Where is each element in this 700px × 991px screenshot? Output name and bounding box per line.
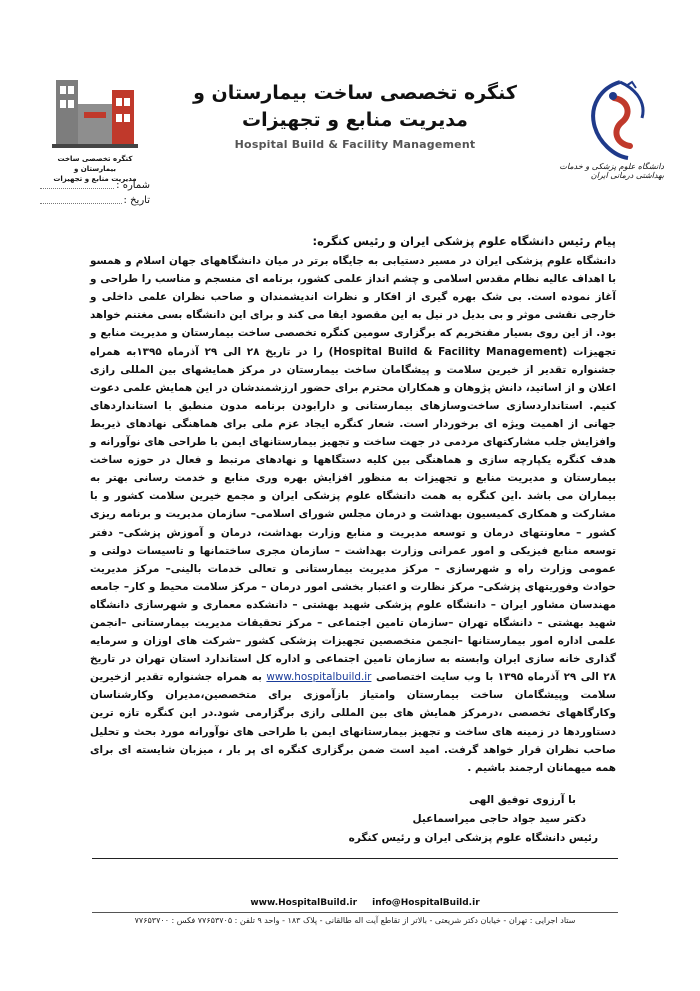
letterhead xyxy=(40,70,664,210)
date-label: تاریخ : xyxy=(123,195,150,206)
congress-logo-line1: کنگره تخصصی ساخت بیمارستان و xyxy=(57,155,133,173)
signer-name: دکتر سید جواد حاجی میراسماعیل xyxy=(412,812,586,825)
footer-contacts xyxy=(200,898,530,908)
letter-heading: پیام رئیس دانشگاه علوم پزشکی ایران و رئیس کنگره: xyxy=(312,234,616,248)
footer-divider xyxy=(92,858,618,859)
number-row xyxy=(40,178,150,193)
letter-paragraph xyxy=(90,252,616,777)
footer-website[interactable]: www.HospitalBuild.ir xyxy=(250,898,358,908)
university-logo xyxy=(559,78,664,196)
congress-logo xyxy=(50,70,140,152)
closing-line: با آرزوی توفیق الهی xyxy=(469,793,576,806)
footer-email[interactable]: info@HospitalBuild.ir xyxy=(372,898,480,908)
congress-title-block xyxy=(190,80,520,151)
footer-address: ستاد اجرایی : تهران - خیابان دکتر شریعتی - بالاتر از تقاطع آیت اله طالقانی - پلاک ۱۸۳ - واحد ۹ تلفن : ۷۷۶۵۳۷۰۵ فکس : ۷۷۶۵۳۷۰۰ xyxy=(134,916,576,925)
congress-title-line1: کنگره تخصصی ساخت بیمارستان و xyxy=(193,82,517,104)
letter-body xyxy=(90,232,616,848)
congress-title-line2: مدیریت منابع و تجهیزات xyxy=(242,109,468,131)
number-label: شماره : xyxy=(116,180,150,191)
hospital-building-icon xyxy=(50,70,140,152)
signer-title: رئیس دانشگاه علوم پزشکی ایران و رئیس کنگره xyxy=(348,831,598,844)
letter-text-part2: به همراه جشنواره تقدیر ازخیرین سلامت وپیشگامان ساخت بیمارستان وامتیاز بازآموزی برای متخصصین،مدیران وکارشناسان وکارگاههای تخصصی ،درمرکز همایش های بین المللی رازی برگزارمی شود.در این کنگره تازه ترین دستاوردها در زمینه های ساخت و تجهیز بیمارستانهای ایمن با طراحی های نوآورانه مورد بحث و تحلیل صاحب نظران قرار خواهد گرفت. امید است ضمن برگزاری کنگره ای پر بار ، میزبان شایسته ای برای همه میهمانان ارجمند باشیم . xyxy=(90,671,616,774)
number-field xyxy=(40,178,114,189)
university-logo-text: دانشگاه علوم پزشکی و خدمات بهداشتی درمانی ایران xyxy=(559,162,664,180)
congress-title-english: Hospital Build & Facility Management xyxy=(234,138,476,151)
signature-block xyxy=(90,791,598,848)
date-row xyxy=(40,193,150,208)
date-field xyxy=(40,193,122,204)
congress-logo-line2: مدیریت منابع و تجهیزات xyxy=(53,175,137,183)
footer-rule xyxy=(92,912,618,913)
university-emblem-icon xyxy=(580,78,660,162)
letter-meta xyxy=(40,178,150,208)
website-link[interactable]: www.hospitalbuild.ir xyxy=(266,671,372,684)
letter-text-part1: دانشگاه علوم پزشکی ایران در مسیر دستیابی به جایگاه برتر در میان دانشگاههای جهان اسلام و همسو با اهداف عالیه نظام مقدس اسلامی و چشم انداز علمی کشور، برنامه ای منسجم و مناسب را طراحی و آغاز نموده است. بی شک بهره گیری از افکار و نظرات اندیشمندان و صاحب نظران علمی داخلی و خارجی نقشی موثر و بی بدیل در نیل به این مقصود ایفا می کند و برای این دانشگاه بسی مغتنم خواهد بود. از این روی بسیار مفتخریم که برگزاری سومین کنگره تخصصی ساخت بیمارستان و مدیریت منابع و تجهیزات (Hospital Build & Facility Management) را در تاریخ ۲۸ الی ۲۹ آذرماه ۱۳۹۵به همراه جشنواره تقدیر از خیرین سلامت و پیشگامان ساخت بیمارستان در مرکز همایشهای بین المللی رازی اعلان و از اساتید، دانش پژوهان و همکاران محترم برای حضور ارزشمندشان در این همایش علمی دعوت کنیم. استانداردسازی ساخت‌وسازهای بیمارستانی و دارابودن برنامه مدون منطبق با استانداردهای جهانی از اهمیت ویژه ای برخوردار است. شعار کنگره ایجاد عزم ملی برای هماهنگی نهادهای ذیربط وافزایش جلب مشارکتهای مردمی در جهت ساخت و تجهیز بیمارستانهای ایمن با طراحی های نوآورانه و هدف کنگره یکپارچه سازی و هماهنگی بین کلیه دستگاهها و نهادهای مرتبط و فعال در حوزه ساخت بیمارستان و مدیریت منابع و تجهیزات به منظور افزایش بهره وری منابع و خدمت رسانی بهتر به بیماران می باشد .این کنگره به همت دانشگاه علوم پزشکی ایران و مجمع خیرین سلامت کشور و با مشارکت و همکاری کمیسیون بهداشت و درمان مجلس شورای اسلامی– سازمان مدیریت و برنامه ریزی کشور – معاونتهای درمان و توسعه مدیریت و منابع وزارت بهداشت، درمان و آموزش پزشکی– دفتر توسعه منابع فیزیکی و امور عمرانی وزارت بهداشت – سازمان مجری ساختمانها و تاسیسات دولتی و عمومی وزارت راه و شهرسازی – مرکز مدیریت بیمارستانی و تعالی خدمات بالینی– مرکز مدیریت حوادث وفوریتهای پزشکی– مرکز نظارت و اعتبار بخشی امور درمان – مرکز سلامت محیط و کار– جامعه مهندسان مشاور ایران – دانشگاه علوم پزشکی شهید بهشتی – دانشکده معماری و شهرسازی دانشگاه شهید بهشتی – دانشگاه تهران –سازمان تامین اجتماعی – مرکز تحقیقات مدیریت بیمارستانی –انجمن علمی اداره امور بیمارستانها –انجمن متخصصین تجهیزات پزشکی کشور –شرکت های اوزان و سرمایه گذاری خانه سازی ایران وابسته به سازمان تامین اجتماعی و اداره کل استاندارد استان تهران در تاریخ ۲۸ الی ۲۹ آذرماه ۱۳۹۵ با وب سایت اختصاصی xyxy=(90,255,616,684)
